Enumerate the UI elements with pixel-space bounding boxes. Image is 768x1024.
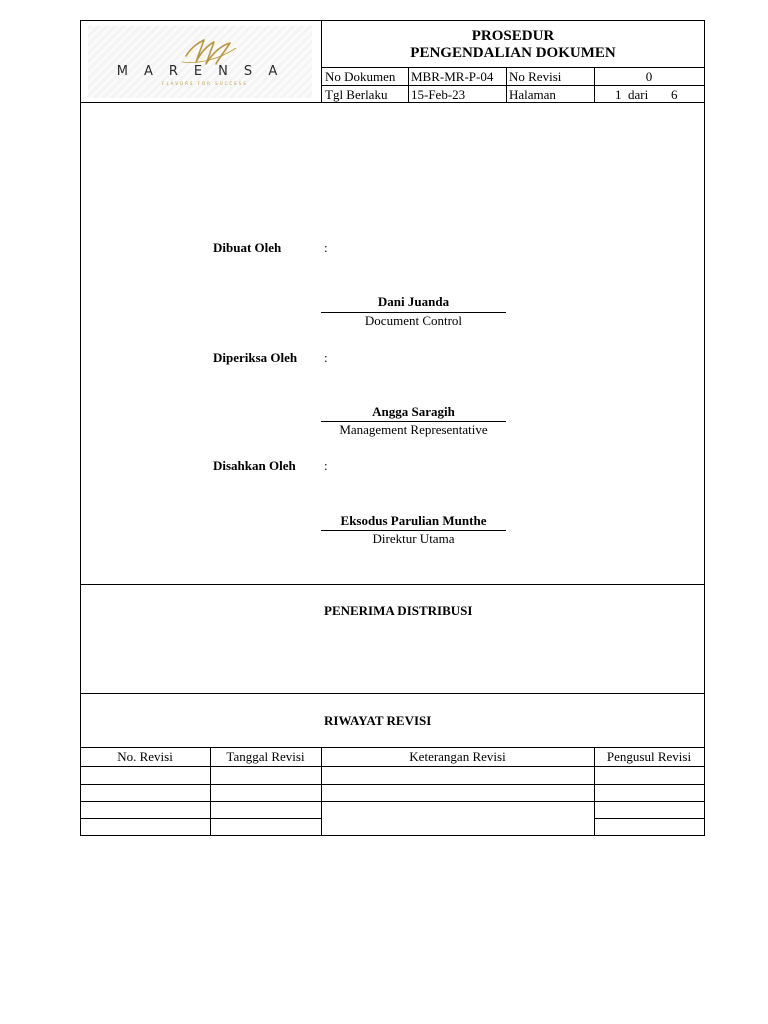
revision-history-top-line	[80, 693, 705, 694]
doc-number-value: MBR-MR-P-04	[411, 69, 494, 84]
logo-tagline: FLAVORS FOR SUCCESS	[162, 81, 248, 86]
revision-history-title: RIWAYAT REVISI	[324, 713, 432, 728]
made-by-name: Dani Juanda	[377, 294, 450, 309]
checked-by-colon: :	[324, 350, 328, 365]
checked-by-name: Angga Saragih	[372, 404, 455, 419]
logo-wordmark: MARENSA	[116, 64, 294, 79]
revision-table-row	[80, 785, 704, 801]
revision-col-number: No. Revisi	[117, 749, 173, 764]
effective-date-label: Tgl Berlaku	[325, 87, 388, 102]
header-col-line-1	[408, 67, 409, 103]
header-row-line-1	[321, 67, 705, 68]
border-top	[80, 20, 705, 21]
header-col-line-2	[506, 67, 507, 103]
document-title-line-1: PROSEDUR	[471, 28, 555, 44]
header-row-line-2	[321, 85, 705, 86]
approved-by-colon: :	[324, 458, 328, 473]
header-bottom-line	[80, 102, 705, 103]
approved-by-role: Direktur Utama	[372, 531, 455, 546]
border-bottom	[80, 835, 705, 836]
made-by-role: Document Control	[364, 313, 463, 328]
revision-table-row	[80, 819, 704, 835]
page-value: 1 dari 6	[615, 87, 678, 102]
revision-table-header-top	[80, 747, 705, 748]
effective-date-value: 15-Feb-23	[411, 87, 466, 102]
made-by-label: Dibuat Oleh	[213, 240, 282, 255]
revision-label: No Revisi	[509, 69, 562, 84]
checked-by-label: Diperiksa Oleh	[213, 350, 298, 365]
border-left	[80, 20, 81, 836]
revision-col-date: Tanggal Revisi	[226, 749, 305, 764]
page-label: Halaman	[509, 87, 556, 102]
company-logo	[88, 26, 312, 98]
revision-col-description: Keterangan Revisi	[409, 749, 506, 764]
logo-monogram-icon	[88, 26, 312, 98]
revision-table-row	[80, 802, 704, 818]
checked-by-role: Management Representative	[339, 422, 488, 437]
approved-by-label: Disahkan Oleh	[213, 458, 296, 473]
border-right	[704, 20, 705, 836]
made-by-colon: :	[324, 240, 328, 255]
document-title-line-2: PENGENDALIAN DOKUMEN	[410, 45, 616, 61]
doc-number-label: No Dokumen	[325, 69, 396, 84]
distribution-title: PENERIMA DISTRIBUSI	[324, 603, 473, 618]
revision-col-proposer: Pengusul Revisi	[606, 749, 692, 764]
revision-value: 0	[645, 69, 653, 84]
approved-by-name: Eksodus Parulian Munthe	[340, 513, 487, 528]
distribution-top-line	[80, 584, 705, 585]
revision-table-row	[80, 767, 704, 784]
